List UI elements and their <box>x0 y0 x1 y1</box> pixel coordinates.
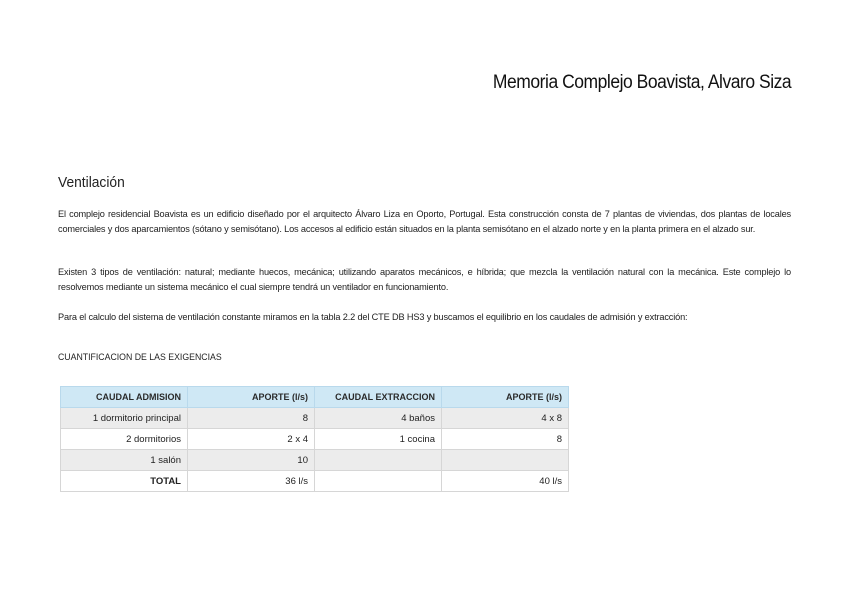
header-admission-flow: CAUDAL ADMISION <box>61 387 188 408</box>
table-cell: 2 dormitorios <box>61 429 188 450</box>
table-cell: 8 <box>188 408 315 429</box>
table-row <box>61 429 569 450</box>
document-title: Memoria Complejo Boavista, Alvaro Siza <box>492 72 791 93</box>
ventilation-types-paragraph: Existen 3 tipos de ventilación: natural; mediante huecos, mecánica; utilizando aparatos mecánicos, e híbrida; que mezcla la ventilación natural con la mecánica. Este complejo lo resolvemos mediante un sistema mecánico el cual siempre tendrá un ventilador en funcionamiento. <box>58 267 791 292</box>
section-title: Ventilación <box>58 174 125 191</box>
table-cell: 1 cocina <box>315 429 442 450</box>
total-extraction-cell: 40 l/s <box>442 471 569 492</box>
table-cell: 4 baños <box>315 408 442 429</box>
table-total-row <box>61 471 569 492</box>
header-extraction-contribution: APORTE (l/s) <box>442 387 569 408</box>
table-cell: 8 <box>442 429 569 450</box>
table-row <box>61 408 569 429</box>
total-admission-cell: 36 l/s <box>188 471 315 492</box>
table-cell: 4 x 8 <box>442 408 569 429</box>
requirements-subheading: CUANTIFICACION DE LAS EXIGENCIAS <box>58 352 222 363</box>
header-extraction-flow: CAUDAL EXTRACCION <box>315 387 442 408</box>
intro-paragraph: El complejo residencial Boavista es un edificio diseñado por el arquitecto Álvaro Liza en Oporto, Portugal. Esta construcción consta de 7 plantas de viviendas, dos plantas de locales comerciales y dos aparcamientos (sótano y semisótano). Los accesos al edificio están situados en la planta semisótano en el alzado norte y en la planta primera en el alzado sur. <box>58 209 791 234</box>
total-label-cell: TOTAL <box>61 471 188 492</box>
calculation-paragraph: Para el calculo del sistema de ventilación constante miramos en la tabla 2.2 del CTE DB HS3 y buscamos el equilibrio en los caudales de admisión y extracción: <box>58 312 688 322</box>
table-cell: 1 dormitorio principal <box>61 408 188 429</box>
table-cell: 10 <box>188 450 315 471</box>
table-cell <box>442 450 569 471</box>
table-row <box>61 450 569 471</box>
requirements-table <box>60 386 569 492</box>
table-cell <box>315 450 442 471</box>
header-admission-contribution: APORTE (l/s) <box>188 387 315 408</box>
table-cell <box>315 471 442 492</box>
table-header-row <box>61 387 569 408</box>
table-cell: 2 x 4 <box>188 429 315 450</box>
table-cell: 1 salón <box>61 450 188 471</box>
